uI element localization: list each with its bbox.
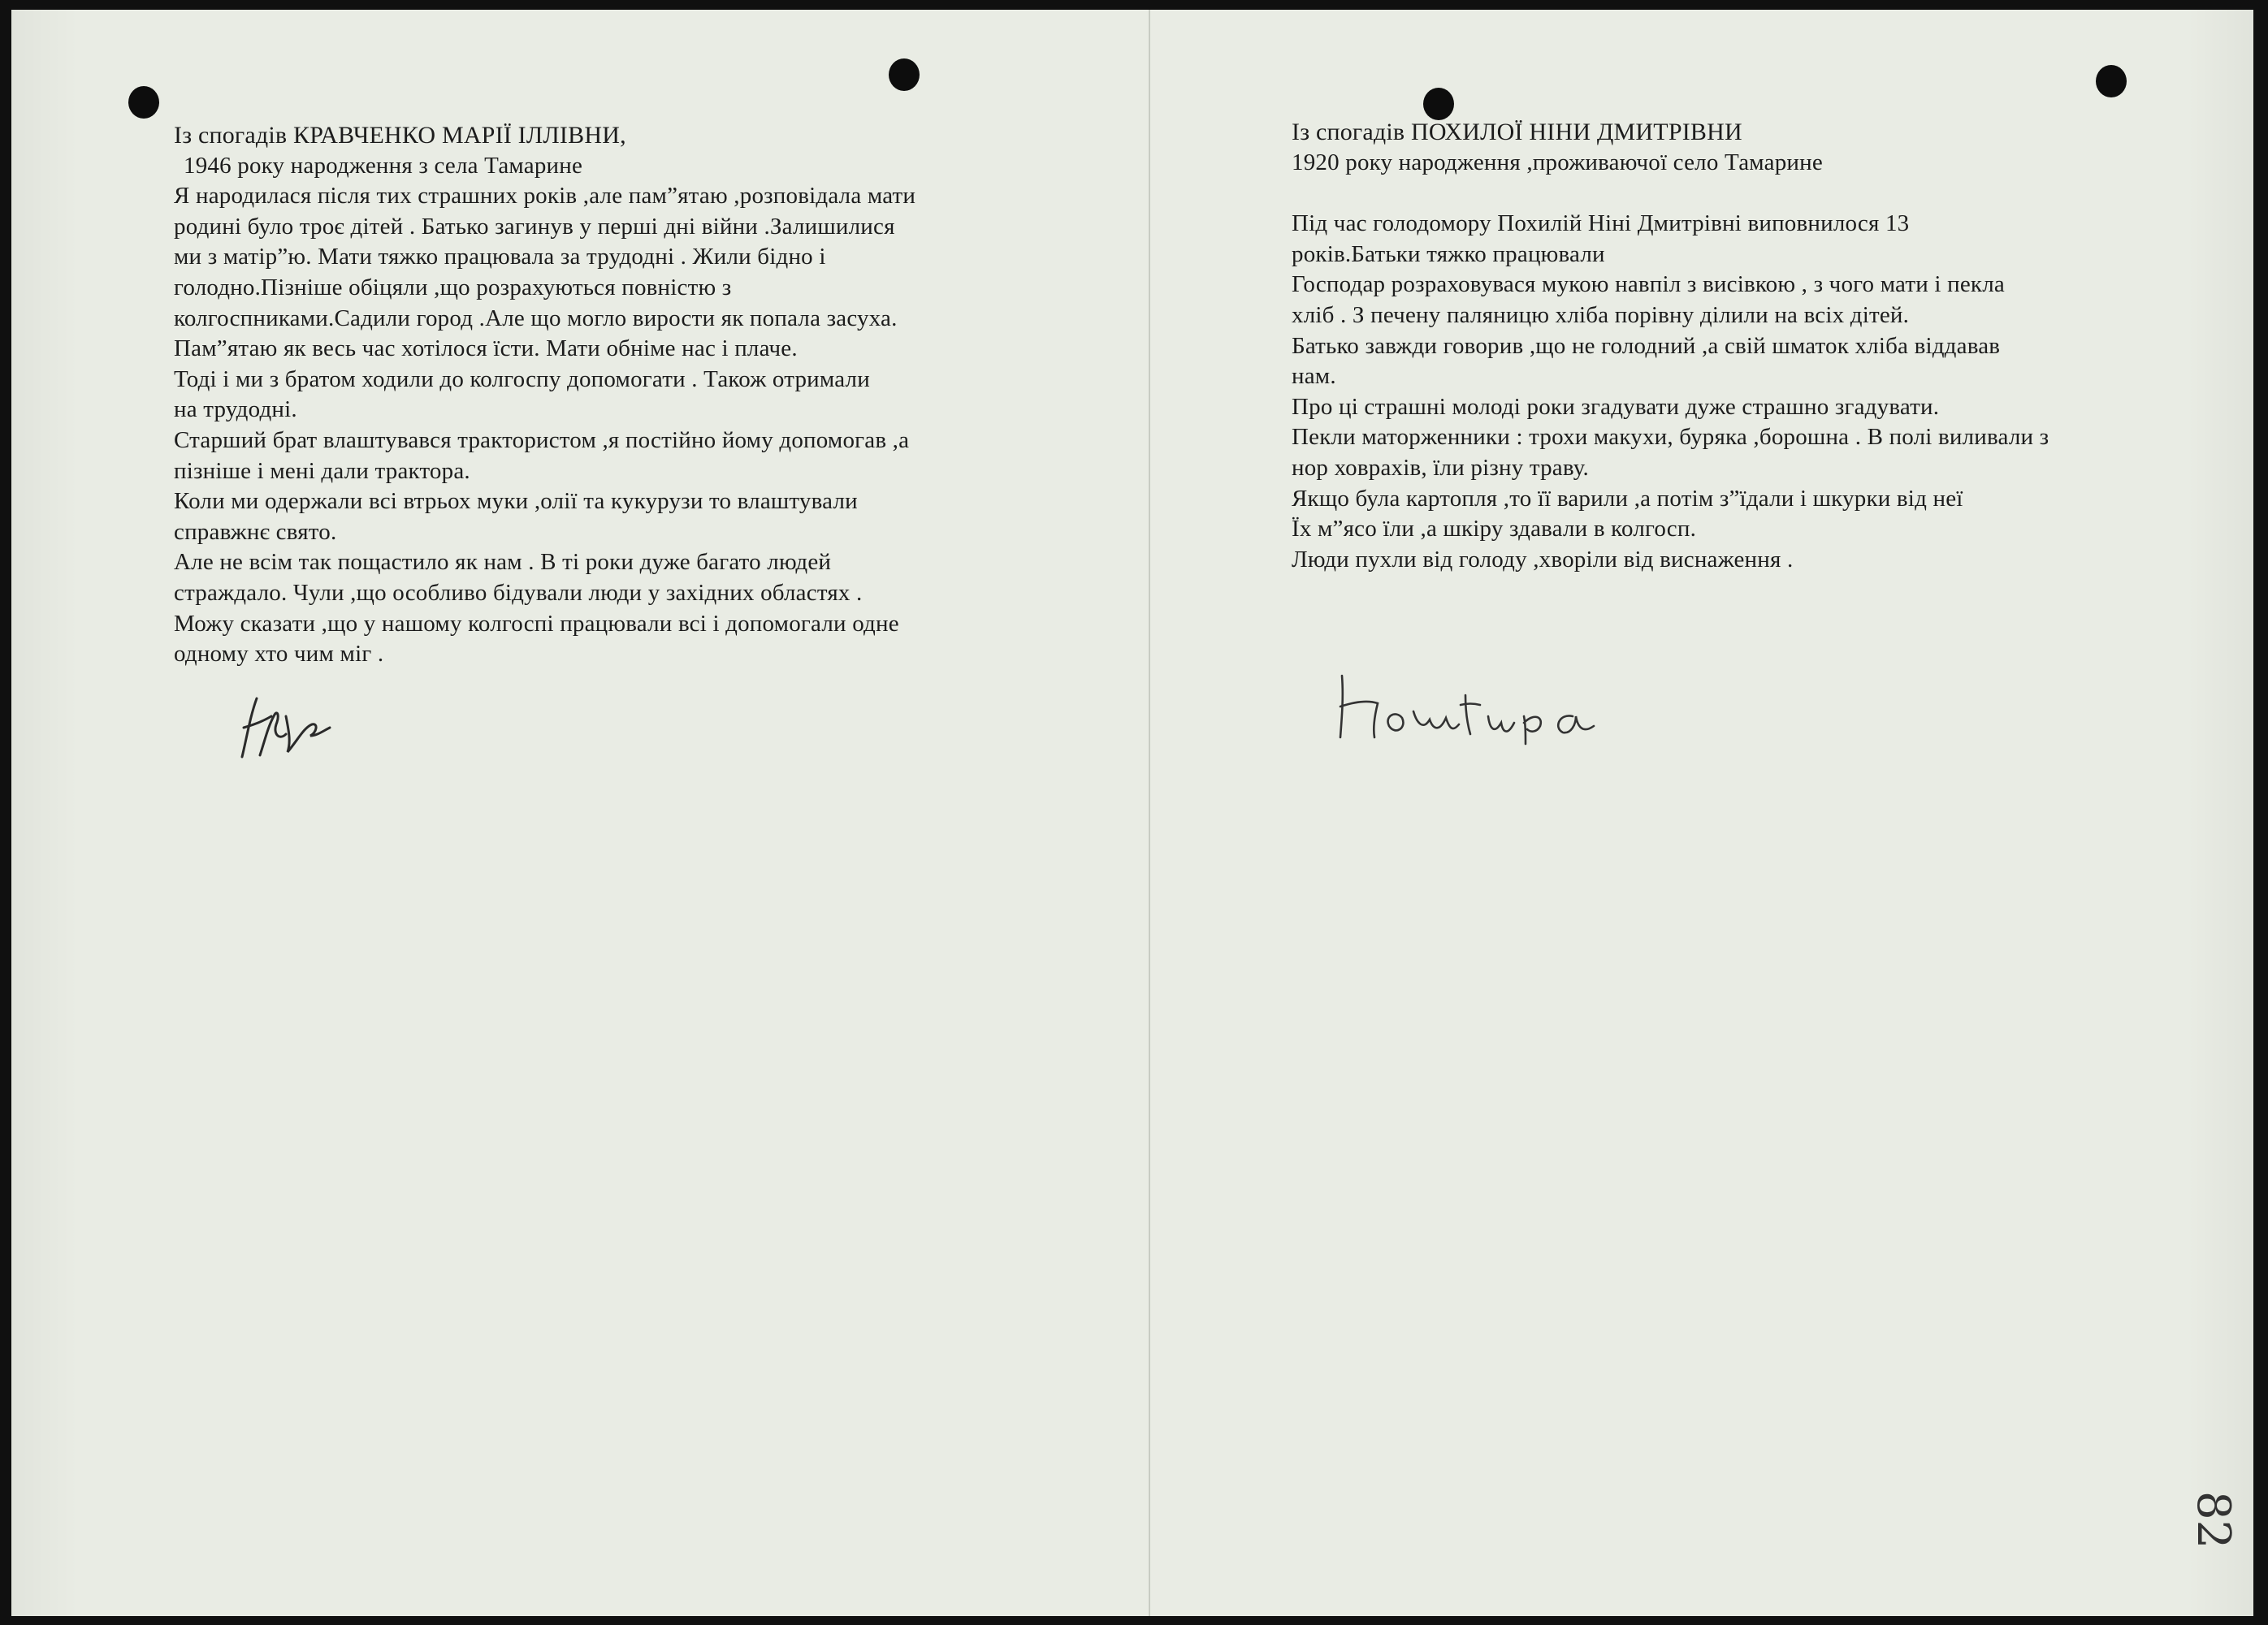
memoir-line: родині було троє дітей . Батько загинув у перші дні війни .Залишилися — [174, 213, 895, 240]
memoir-line: ми з матір”ю. Мати тяжко працювала за трудодні . Жили бідно і — [174, 244, 826, 270]
punch-hole — [2096, 65, 2127, 97]
punch-hole — [128, 86, 159, 119]
left-memoir — [174, 120, 915, 670]
left-memoir-heading: Із спогадів КРАВЧЕНКО МАРІЇ ІЛЛІВНИ, — [174, 122, 626, 149]
memoir-line: Батько завжди говорив ,що не голодний ,а свій шматок хліба віддавав — [1292, 332, 2001, 359]
right-signature — [1335, 659, 1612, 749]
memoir-line: Старший брат влаштувався трактористом ,я постійно йому допомогав ,а — [174, 426, 910, 453]
memoir-line: Якщо була картопля ,то її варили ,а потім з”їдали і шкурки від неї — [1292, 485, 1963, 512]
svg-text:82: 82 — [2187, 1491, 2240, 1549]
memoir-line: Тоді і ми з братом ходили до колгоспу допомогати . Також отримали — [174, 365, 870, 392]
memoir-line: на трудодні. — [174, 396, 297, 423]
memoir-line: Я народилася після тих страшних років ,але пам”ятаю ,розповідала мати — [174, 183, 916, 210]
memoir-line: років.Батьки тяжко працювали — [1292, 240, 1605, 267]
left-memoir-subheading: 1946 року народження з села Тамарине — [184, 152, 583, 179]
memoir-line: Люди пухли від голоду ,хворіли від виснаження . — [1292, 546, 1794, 573]
memoir-line: справжнє свято. — [174, 518, 337, 545]
memoir-line: Пам”ятаю як весь час хотілося їсти. Мати обніме нас і плаче. — [174, 335, 798, 362]
right-memoir-subheading: 1920 року народження ,проживаючої село Тамарине — [1292, 149, 1823, 175]
memoir-line: нор ховрахів, їли різну траву. — [1292, 454, 1590, 481]
punch-hole — [1423, 88, 1454, 120]
page-number — [2166, 1483, 2240, 1580]
memoir-line: нам. — [1292, 363, 1336, 390]
memoir-line: Пекли маторженники : трохи макухи, буряка ,борошна . В полі виливали з — [1292, 424, 2049, 451]
memoir-line: Можу сказати ,що у нашому колгоспі працювали всі і допомогали одне — [174, 610, 899, 637]
memoir-line: Під час голодомору Похилій Ніні Дмитрівні виповнилося 13 — [1292, 210, 1910, 237]
page-fold-line — [1149, 10, 1150, 1616]
right-memoir — [1292, 117, 2049, 575]
memoir-line: Але не всім так пощастило як нам . В ті роки дуже багато людей — [174, 549, 832, 576]
memoir-line: страждало. Чули ,що особливо бідували люди у західних областях . — [174, 579, 863, 606]
memoir-line: хліб . З печену паляницю хліба порівну ділили на всіх дітей. — [1292, 301, 1910, 328]
memoir-line: Про ці страшні молоді роки згадувати дуже страшно згадувати. — [1292, 393, 1940, 420]
memoir-line: голодно.Пізніше обіцяли ,що розрахуються повністю з — [174, 274, 732, 300]
punch-hole — [889, 58, 920, 91]
right-memoir-heading: Із спогадів ПОХИЛОЇ НІНИ ДМИТРІВНИ — [1292, 119, 1742, 145]
memoir-line: Господар розраховувася мукою навпіл з висівкою , з чого мати і пекла — [1292, 271, 2005, 298]
left-signature — [239, 692, 344, 765]
memoir-line: пізніше і мені дали трактора. — [174, 457, 470, 484]
memoir-line: Коли ми одержали всі втрьох муки ,олії та кукурузи то влаштували — [174, 488, 858, 515]
memoir-line: Їх м”ясо їли ,а шкіру здавали в колгосп. — [1292, 516, 1697, 542]
memoir-line: одному хто чим міг . — [174, 641, 384, 668]
memoir-line: колгоспниками.Садили город .Але що могло вирости як попала засуха. — [174, 305, 898, 331]
paper-sheet — [11, 10, 2253, 1616]
